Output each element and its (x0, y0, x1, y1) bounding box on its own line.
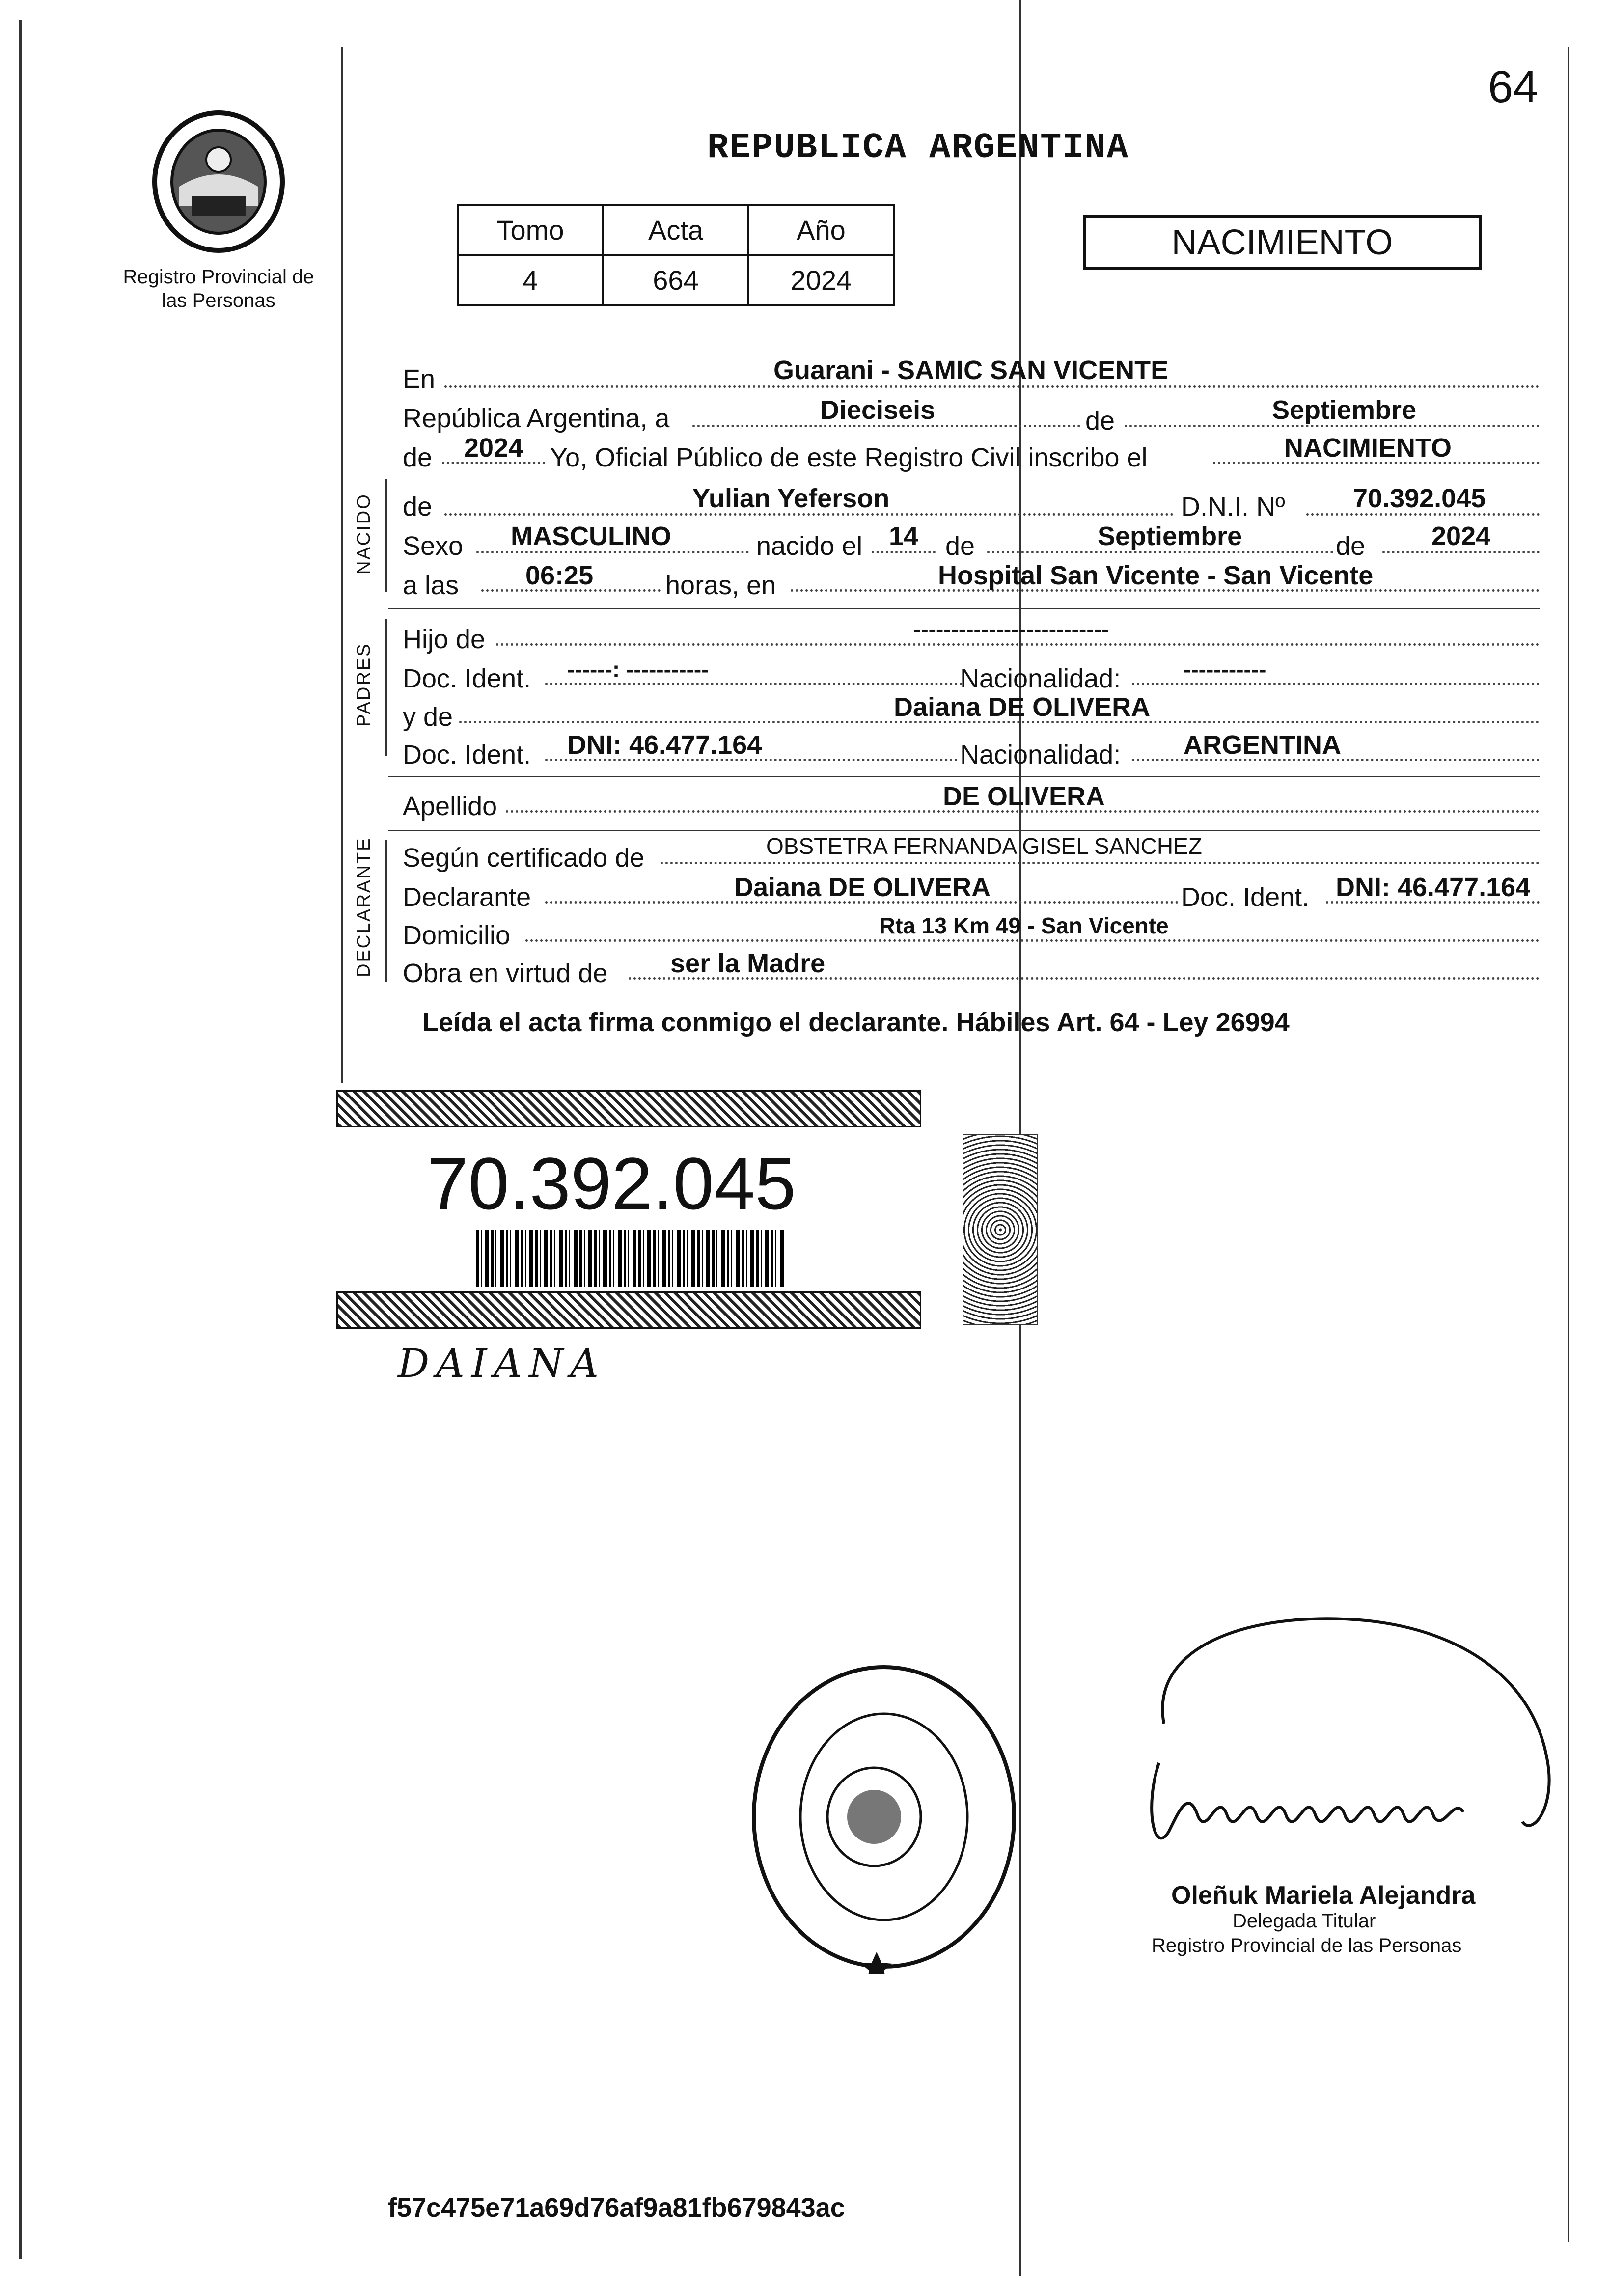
signatory-role: Delegada Titular (1233, 1910, 1376, 1932)
dni-label: D.N.I. Nº (1181, 492, 1285, 521)
dni-dots (1306, 513, 1540, 516)
security-band-bottom (336, 1291, 921, 1329)
doc3-value: DNI: 46.477.164 (1336, 873, 1531, 902)
obra-value: ser la Madre (670, 949, 826, 978)
section-label-nacido: NACIDO (354, 493, 374, 575)
name-value: Yulian Yeferson (692, 484, 890, 513)
segun-label: Según certificado de (403, 843, 645, 873)
birth-month-dots (987, 551, 1333, 553)
declarante-value: Daiana DE OLIVERA (734, 873, 991, 902)
domicilio-value: Rta 13 Km 49 - San Vicente (879, 913, 1169, 938)
hologram-icon (963, 1134, 1038, 1325)
dni-print-number: 70.392.045 (427, 1142, 796, 1225)
document-title: REPUBLICA ARGENTINA (707, 128, 1129, 168)
page-number: 64 (1488, 62, 1539, 112)
apellido-label: Apellido (403, 792, 497, 821)
hijo-label: Hijo de (403, 625, 486, 654)
apellido-value: DE OLIVERA (943, 782, 1105, 811)
de-label: de (1085, 406, 1115, 436)
section-bar-declarante (385, 840, 387, 982)
birth-day-dots (872, 551, 936, 553)
mother-value: Daiana DE OLIVERA (894, 692, 1151, 722)
value-acta: 664 (603, 255, 748, 305)
obra-label: Obra en virtud de (403, 959, 608, 988)
doc1-label: Doc. Ident. (403, 664, 531, 693)
name-dots (444, 513, 1174, 516)
section-label-padres: PADRES (354, 642, 374, 727)
header-anio: Año (748, 205, 894, 255)
divider-3 (388, 830, 1540, 831)
yo-text: Yo, Oficial Público de este Registro Civil inscribo el (550, 443, 1148, 472)
header-tomo: Tomo (458, 205, 603, 255)
de2-label: de (403, 443, 433, 472)
doc3-label: Doc. Ident. (1181, 882, 1310, 912)
logo-caption: Registro Provincial de las Personas (123, 266, 314, 311)
security-band-top (336, 1090, 921, 1127)
divider-2 (388, 776, 1540, 777)
alas-label: a las (403, 571, 459, 600)
domicilio-label: Domicilio (403, 921, 511, 950)
nac1-dots (1132, 683, 1540, 685)
doc2-value: DNI: 46.477.164 (567, 730, 762, 760)
day-dots (692, 425, 1080, 427)
record-table (457, 204, 895, 306)
closing-text: Leída el acta firma conmigo el declarante. Hábiles Art. 64 - Ley 26994 (422, 1008, 1290, 1037)
doc1-value: ------: ----------- (567, 657, 709, 682)
handwritten-note: DAIANA (398, 1341, 606, 1386)
horas-label: horas, en (665, 571, 776, 600)
en-value: Guarani - SAMIC SAN VICENTE (773, 356, 1169, 385)
sexo-label: Sexo (403, 531, 464, 561)
right-margin-line (1568, 47, 1569, 2242)
left-edge-line (19, 20, 22, 2259)
hijo-value: -------------------------- (913, 616, 1109, 642)
month-value: Septiembre (1272, 395, 1417, 425)
sexo-value: MASCULINO (511, 521, 671, 551)
section-label-declarante: DECLARANTE (354, 837, 374, 977)
place-value: Hospital San Vicente - San Vicente (938, 561, 1374, 590)
birth-year-dots (1382, 551, 1540, 553)
nac2-label: Nacionalidad: (960, 740, 1121, 769)
dni-value: 70.392.045 (1353, 484, 1486, 513)
doc2-label: Doc. Ident. (403, 740, 531, 769)
signatory-office: Registro Provincial de las Personas (1152, 1935, 1462, 1956)
nac1-label: Nacionalidad: (960, 664, 1121, 693)
record-type-box: NACIMIENTO (1083, 215, 1482, 270)
domicilio-dots (525, 939, 1540, 942)
en-dots (444, 385, 1540, 388)
hijo-dots (496, 643, 1540, 646)
document-hash: f57c475e71a69d76af9a81fb679843ac (388, 2193, 845, 2222)
section-bar-padres (385, 619, 387, 756)
signature-scribble (1090, 1601, 1562, 1895)
segun-value: OBSTETRA FERNANDA GISEL SANCHEZ (766, 833, 1202, 859)
nac2-value: ARGENTINA (1184, 730, 1341, 760)
divider-1 (388, 608, 1540, 609)
dni-barcode (476, 1230, 786, 1287)
name-label: de (403, 492, 433, 521)
segun-dots (661, 862, 1540, 864)
month-dots (1125, 425, 1540, 427)
en-label: En (403, 364, 436, 394)
declarante-label: Declarante (403, 882, 531, 912)
year-value: 2024 (464, 433, 523, 463)
time-value: 06:25 (525, 561, 594, 590)
birth-year: 2024 (1431, 521, 1491, 551)
sexo-dots (476, 551, 749, 553)
left-margin-line (341, 47, 343, 1083)
birth-month: Septiembre (1098, 521, 1242, 551)
de3-label: de (945, 531, 975, 561)
nacido-label: nacido el (756, 531, 863, 561)
nac1-value: ----------- (1184, 657, 1266, 682)
value-tomo: 4 (458, 255, 603, 305)
inscribe-value: NACIMIENTO (1284, 433, 1452, 463)
header-acta: Acta (603, 205, 748, 255)
birth-day: 14 (889, 521, 919, 551)
value-anio: 2024 (748, 255, 894, 305)
yde-label: y de (403, 702, 453, 732)
republica-label: República Argentina, a (403, 404, 670, 433)
signatory-name: Oleñuk Mariela Alejandra (1171, 1881, 1476, 1910)
section-bar-nacido (385, 479, 387, 592)
de4-label: de (1336, 531, 1366, 561)
misiones-seal-icon (145, 108, 292, 255)
day-value: Dieciseis (820, 395, 936, 425)
doc1-dots (545, 683, 963, 685)
